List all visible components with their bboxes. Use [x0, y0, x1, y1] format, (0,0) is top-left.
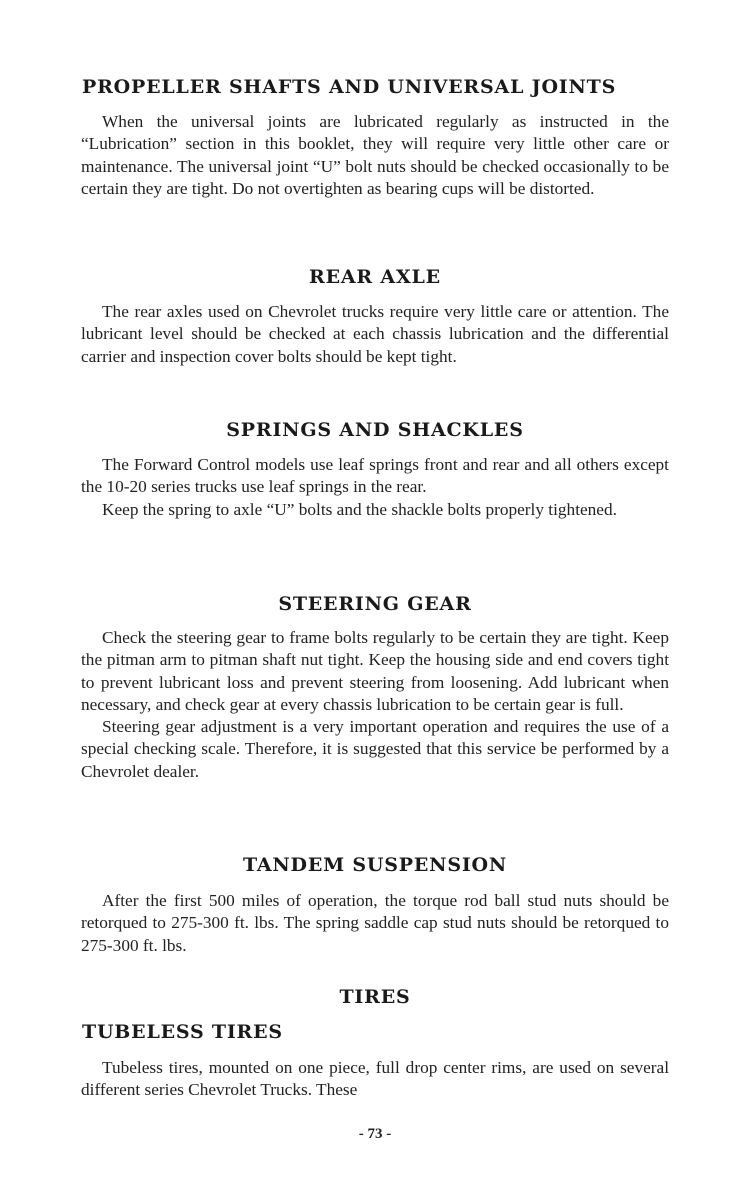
section-propeller-body: [81, 111, 669, 200]
paragraph: After the first 500 miles of operation, the torque rod ball stud nuts should be retorqued to 275-300 ft. lbs. The spring saddle cap stud nuts should be retorqued to 275-300 ft. lbs.: [81, 891, 669, 955]
heading-springs-shackles: SPRINGS AND SHACKLES: [226, 419, 524, 441]
paragraph: Tubeless tires, mounted on one piece, full drop center rims, are used on several different series Chevrolet Trucks. These: [81, 1058, 669, 1100]
paragraph: When the universal joints are lubricated regularly as instructed in the “Lubrication” section in this booklet, they will require very little other care or maintenance. The universal joint “U” bolt nuts should be checked occasionally to be certain they are tight. Do not overtighten as bearing cups will be distorted.: [81, 112, 669, 198]
page-number: - 73 -: [358, 1126, 392, 1142]
heading-rear-axle: REAR AXLE: [309, 266, 441, 288]
section-steering-body: [81, 627, 669, 783]
paragraph: Steering gear adjustment is a very important operation and requires the use of a special checking scale. Therefore, it is suggested that this service be performed by a Chevrolet dealer.: [81, 717, 669, 781]
subheading-tubeless-tires: TUBELESS TIRES: [82, 1021, 283, 1043]
section-tandem-body: [81, 890, 669, 957]
paragraph: Keep the spring to axle “U” bolts and the shackle bolts properly tightened.: [102, 499, 617, 519]
heading-steering-gear: STEERING GEAR: [278, 593, 472, 615]
heading-tires: TIRES: [339, 986, 411, 1008]
section-springs-body: [81, 454, 669, 521]
heading-propeller-shafts: PROPELLER SHAFTS AND UNIVERSAL JOINTS: [82, 76, 617, 98]
paragraph: The rear axles used on Chevrolet trucks require very little care or attention. The lubricant level should be checked at each chassis lubrication and the differential carrier and inspection cover bolts should be kept tight.: [81, 302, 669, 366]
section-rear-axle-body: [81, 301, 669, 368]
paragraph: Check the steering gear to frame bolts regularly to be certain they are tight. Keep the pitman arm to pitman shaft nut tight. Keep the housing side and end covers tight to prevent lubricant loss and prevent steering from loosening. Add lubricant when necessary, and check gear at every chassis lubrication to be certain gear is full.: [81, 628, 669, 714]
section-tires-body: [81, 1057, 669, 1102]
heading-tandem-suspension: TANDEM SUSPENSION: [242, 854, 508, 876]
paragraph: The Forward Control models use leaf springs front and rear and all others except the 10-20 series trucks use leaf springs in the rear.: [81, 455, 669, 497]
